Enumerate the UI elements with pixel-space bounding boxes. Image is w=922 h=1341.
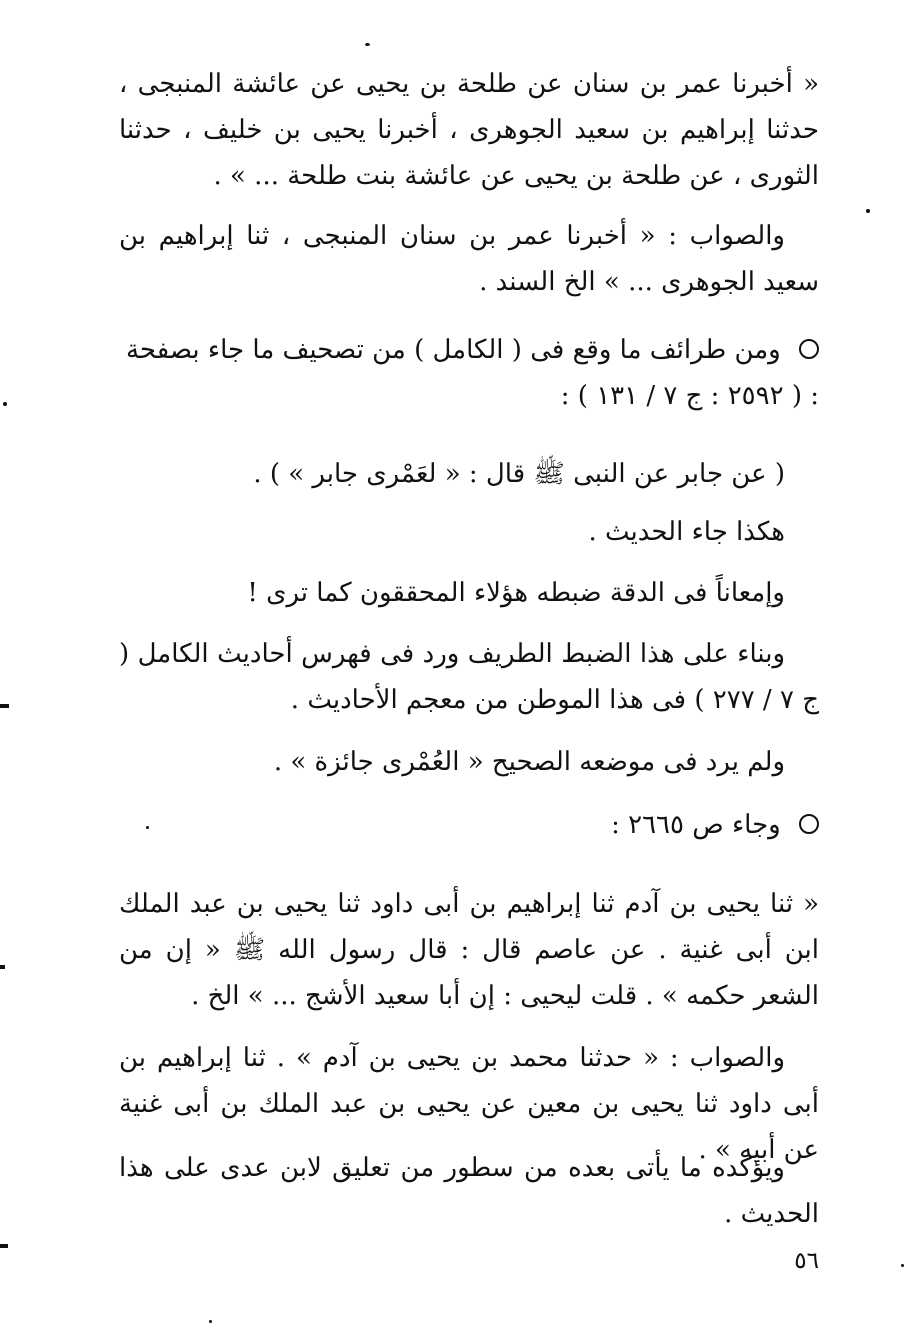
paragraph-12 bbox=[119, 1145, 819, 1237]
paragraph-8 bbox=[119, 739, 785, 785]
paragraph-6-text: وإمعاناً فى الدقة ضبطه هؤلاء المحققون كما ترى ! bbox=[247, 578, 785, 608]
scan-speck bbox=[3, 402, 7, 406]
page-number: ٥٦ bbox=[794, 1248, 819, 1274]
paragraph-8-text: ولم يرد فى موضعه الصحيح « العُمْرى جائزة » . bbox=[273, 747, 785, 777]
paragraph-1 bbox=[119, 61, 819, 199]
paragraph-4-text: ( عن جابر عن النبى ﷺ قال : « لعَمْرى جابر » ) . bbox=[253, 459, 785, 489]
paragraph-7 bbox=[119, 631, 819, 723]
scan-speck bbox=[365, 43, 370, 46]
circle-bullet-icon bbox=[799, 814, 819, 834]
paragraph-10-text: « ثنا يحيى بن آدم ثنا إبراهيم بن أبى داود ثنا يحيى بن عبد الملك ابن أبى غنية . عن عاصم قال : قال رسول الله ﷺ « إن من الشعر حكمه » . قلت ليحيى : إن أبا سعيد الأشج ... » الخ . bbox=[119, 889, 819, 1011]
paragraph-7-text: وبناء على هذا الضبط الطريف ورد فى فهرس أحاديث الكامل ( ج ٧ / ٢٧٧ ) فى هذا الموطن من معجم الأحاديث . bbox=[119, 639, 819, 715]
paragraph-2-text: والصواب : « أخبرنا عمر بن سنان المنبجى ، ثنا إبراهيم بن سعيد الجوهرى ... » الخ السند . bbox=[119, 221, 819, 297]
paragraph-10 bbox=[119, 881, 819, 1019]
paragraph-5-text: هكذا جاء الحديث . bbox=[588, 517, 785, 547]
scan-mark bbox=[0, 704, 9, 708]
paragraph-9 bbox=[119, 802, 819, 848]
scan-mark bbox=[0, 965, 5, 969]
scan-speck bbox=[146, 826, 149, 829]
circle-bullet-icon bbox=[799, 339, 819, 359]
paragraph-2 bbox=[119, 213, 819, 305]
scan-mark bbox=[0, 1244, 8, 1248]
paragraph-4 bbox=[119, 451, 785, 497]
paragraph-6 bbox=[119, 570, 785, 616]
scan-speck bbox=[209, 1320, 212, 1323]
paragraph-11-text: والصواب : « حدثنا محمد بن يحيى بن آدم » . ثنا إبراهيم بن أبى داود ثنا يحيى بن معين عن يحيى بن عبد الملك بن أبى غنية عن أبيه » . bbox=[119, 1043, 819, 1165]
scan-speck bbox=[901, 1264, 904, 1267]
paragraph-3-text: ومن طرائف ما وقع فى ( الكامل ) من تصحيف ما جاء بصفحة : ( ٢٥٩٢ : ج ٧ / ١٣١ ) : bbox=[125, 335, 819, 411]
scan-speck bbox=[866, 209, 870, 213]
paragraph-3 bbox=[119, 327, 819, 419]
paragraph-5 bbox=[119, 509, 785, 555]
paragraph-12-text: ويؤكده ما يأتى بعده من سطور من تعليق لابن عدى على هذا الحديث . bbox=[119, 1153, 819, 1229]
paragraph-1-text: « أخبرنا عمر بن سنان عن طلحة بن يحيى عن عائشة المنبجى ، حدثنا إبراهيم بن سعيد الجوهرى ، أخبرنا يحيى بن خليف ، حدثنا الثورى ، عن طلحة بن يحيى عن عائشة بنت طلحة ... » . bbox=[119, 69, 819, 191]
paragraph-9-text: وجاء ص ٢٦٦٥ : bbox=[611, 810, 781, 840]
